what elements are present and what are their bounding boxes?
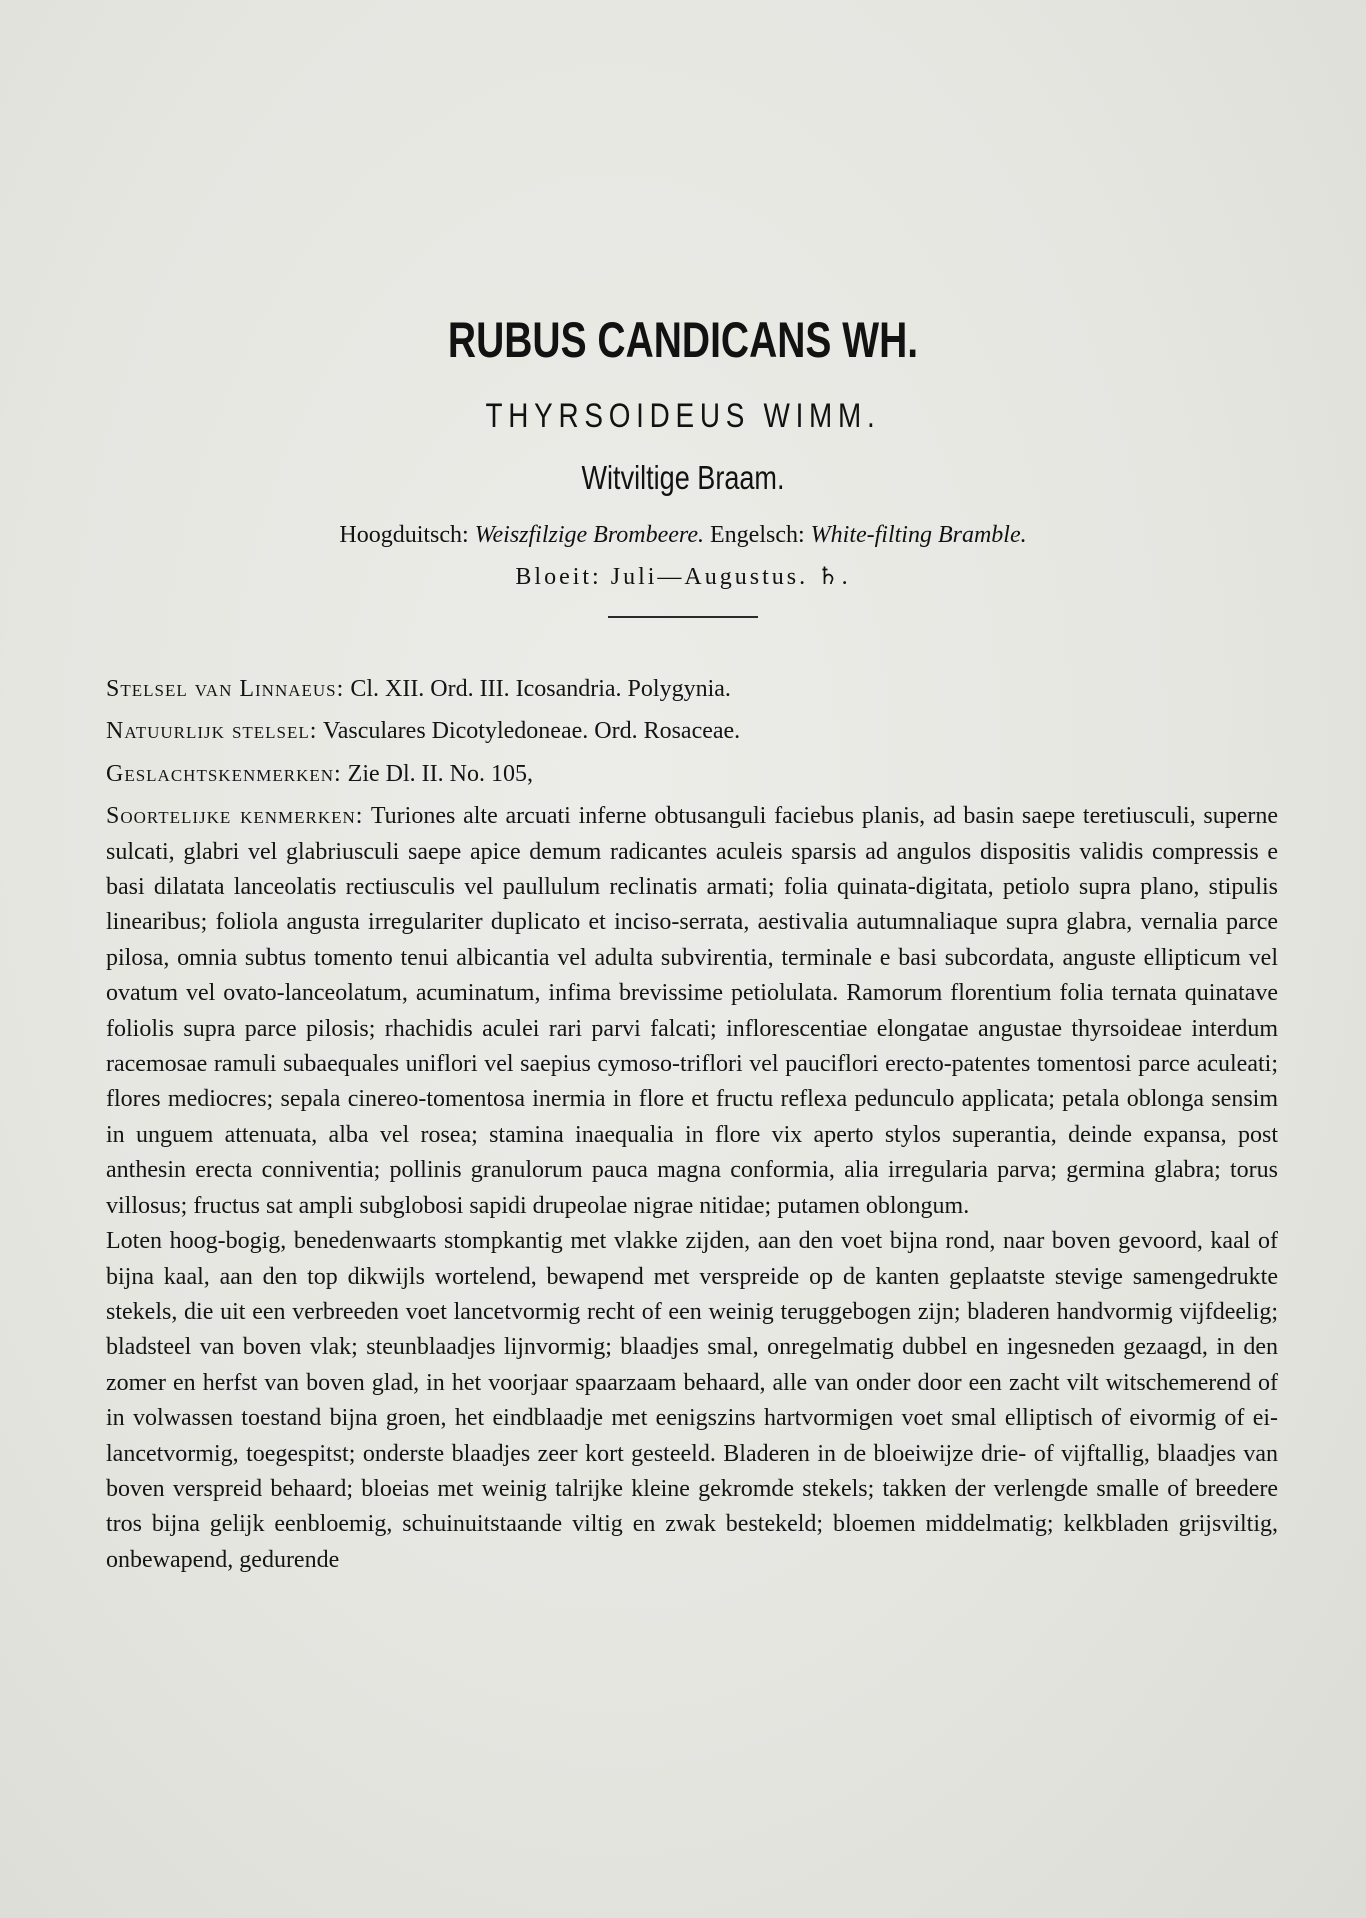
page-subtitle: THYRSOIDEUS WIMM. (485, 397, 881, 435)
body-text (106, 672, 1278, 1578)
page-title: RUBUS CANDICANS WH. (447, 312, 919, 368)
section-label: Soortelijke kenmerken: (106, 803, 364, 830)
german-name: Weiszfilzige Brombeere. (474, 522, 705, 548)
section-label: Natuurlijk stelsel: (106, 718, 318, 745)
section-text: Cl. XII. Ord. III. Icosandria. Polygynia. (350, 676, 731, 702)
divider (608, 616, 758, 618)
bloom-period: Bloeit: Juli—Augustus. ♄. (515, 564, 851, 590)
section-label: Stelsel van Linnaeus: (106, 676, 345, 702)
dutch-common-name: Witviltige Braam. (581, 459, 785, 496)
section-linnaeus (106, 672, 1278, 707)
section-natural-system (106, 714, 1278, 749)
section-text: Turiones alte arcuati inferne obtusanguli faciebus planis, ad basin saepe teretiusculi, superne sulcati, glabri vel glabriusculi saepe apice demum radicantes aculeis sparsis ad angulos dispositis validis compressis e basi dilatata lanceolatis rectiusculis vel paullulum reclinatis armati; folia quinata-digitata, petiolo supra plano, stipulis linearibus; foliola angusta irregulariter duplicato et inciso-serrata, aestivalia autumnaliaque supra glabra, vernalia parce pilosa, omnia subtus tomento tenui albicantia vel adulta subvirentia, terminale e basi subcordata, anguste ellipticum vel ovatum vel ovato-lanceolatum, acuminatum, infima brevissime petiolulata. Ramorum florentium folia ternata quinatave foliolis supra parce pilosis; rhachidis aculei rari parvi falcati; inflorescentiae elongatae angustae thyrsoideae interdum racemosae ramuli subaequales uniflori vel saepius cymoso-triflori vel pauciflori erecto-patentes tomentosi parce aculeati; flores mediocres; sepala cinereo-tomentosa inermia in flore et fructu reflexa pedunculo applicata; petala oblonga sensim in unguem attenuata, alba vel rosea; stamina inaequalia in flore vix aperto stylos superantia, deinde expansa, post anthesin erecta conniventia; pollinis granulorum pauca magna conformia, alia irregularia parva; germina glabra; torus villosus; fructus sat ampli subglobosi sapidi drupeolae nigrae nitidae; putamen oblongum. (106, 803, 1278, 1219)
section-label: Geslachtskenmerken: (106, 760, 342, 787)
foreign-names (0, 520, 1366, 550)
section-text: Vasculares Dicotyledoneae. Ord. Rosaceae. (323, 718, 741, 745)
header (0, 310, 1366, 618)
section-text: Zie Dl. II. No. 105, (347, 760, 533, 787)
english-name: White-filting Bramble. (810, 522, 1027, 548)
section-genus-characters (106, 757, 1278, 792)
section-species-characters (106, 799, 1278, 1224)
dutch-description: Loten hoog-bogig, benedenwaarts stompkantig met vlakke zijden, aan den voet bijna rond, naar boven gevoord, kaal of bijna kaal, aan den top dikwijls wortelend, bewapend met verspreide op de kanten geplaatste stevige samengedrukte stekels, die uit een verbreeden voet lancetvormig recht of een weinig teruggebogen zijn; bladeren handvormig vijfdeelig; bladsteel van boven vlak; steunblaadjes lijnvormig; blaadjes smal, onregelmatig dubbel en ingesneden gezaagd, in den zomer en herfst van boven glad, in het voorjaar spaarzaam behaard, alle van onder door een zacht vilt witschemerend of in volwassen toestand bijna groen, het eindblaadje met eenigszins hartvormigen voet smal elliptisch of eivormig of ei-lancetvormig, toegespitst; onderste blaadjes zeer kort gesteeld. Bladeren in de bloeiwijze drie- of vijftallig, blaadjes van boven verspreid behaard; bloeias met weinig talrijke kleine gekromde stekels; takken der verlengde smalle of breedere tros bijna gelijk eenbloemig, schuinuitstaande viltig en zwak bestekeld; bloemen middelmatig; kelkbladen grijsviltig, onbewapend, gedurende (106, 1228, 1278, 1573)
german-label: Hoogduitsch: (339, 522, 469, 548)
english-label: Engelsch: (710, 522, 805, 548)
